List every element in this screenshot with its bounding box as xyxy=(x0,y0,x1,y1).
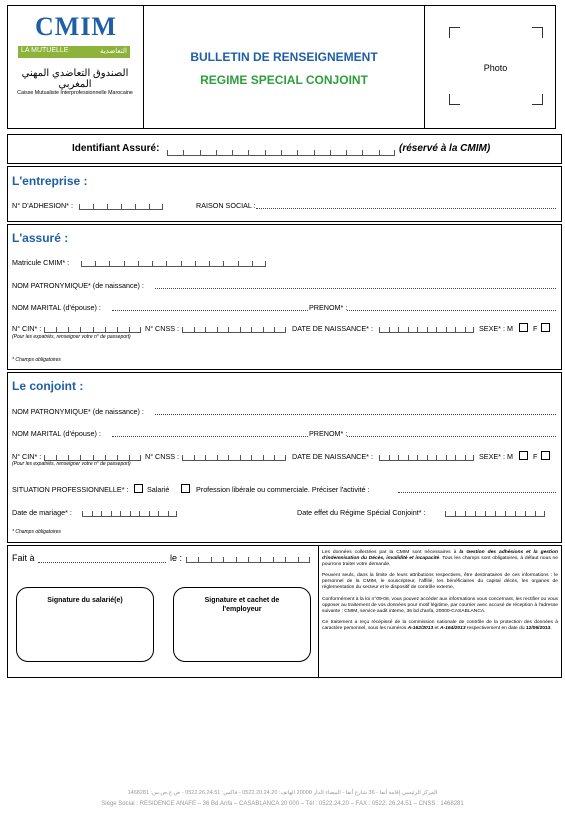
cell-tick xyxy=(80,327,81,332)
cell-tick xyxy=(465,511,466,516)
identifiant-note: (réservé à la CMIM) xyxy=(399,143,491,154)
assure-nom-patro-label: NOM PATRONYMIQUE* (de naissance) : xyxy=(12,281,144,290)
cell-tick xyxy=(194,455,195,460)
signature-salarie-box[interactable] xyxy=(16,587,154,662)
entreprise-title: L'entreprise : xyxy=(12,174,88,188)
assure-nom-marital-label: NOM MARITAL (d'épouse) : xyxy=(12,303,101,312)
assure-sexe-f-checkbox[interactable] xyxy=(541,323,550,332)
cell-tick xyxy=(183,150,184,155)
cell-tick xyxy=(236,557,237,562)
assure-cin-input[interactable] xyxy=(44,324,141,333)
cell-tick xyxy=(446,455,447,460)
cell-tick xyxy=(228,455,229,460)
assure-cnss-input[interactable] xyxy=(182,324,286,333)
conjoint-cnss-input[interactable] xyxy=(182,452,286,461)
org-name-arabic: الصندوق التعاضدي المهني المغربي xyxy=(21,68,129,90)
effet-input[interactable] xyxy=(445,508,545,517)
conjoint-cin-label: N° CIN* : xyxy=(12,452,42,461)
photo-corner-tl xyxy=(449,27,460,38)
logo-text: CMIM xyxy=(35,12,117,41)
cell-tick xyxy=(505,511,506,516)
cell-tick xyxy=(198,557,199,562)
cell-tick xyxy=(135,204,136,209)
cell-tick xyxy=(379,150,380,155)
assure-cin-note: (Pour les expatriés, renseigner votre n° de passeport) xyxy=(12,334,131,340)
cell-tick xyxy=(379,455,380,460)
cell-tick xyxy=(181,261,182,266)
logo-sub-ar: التعاضدية xyxy=(99,48,127,55)
legal-p2: Peuvent seuls, dans la limite de leurs attributions respectives, être destinataires de ces informations : le personnel de la CMIM, le souscripteur, l'affilié, les bénéficiaires du capital décès, les organes de réglementation du secteur et le dispositif de contrôle externe, xyxy=(322,573,558,591)
cell-tick xyxy=(408,455,409,460)
cell-tick xyxy=(211,557,212,562)
cell-tick xyxy=(217,327,218,332)
raison-label: RAISON SOCIAL : xyxy=(196,201,256,210)
cell-tick xyxy=(281,150,282,155)
cell-tick xyxy=(346,150,347,155)
salarie-checkbox[interactable] xyxy=(134,484,143,493)
cell-tick xyxy=(330,150,331,155)
fait-input[interactable] xyxy=(38,562,166,563)
cell-tick xyxy=(465,455,466,460)
conjoint-prenom-input[interactable] xyxy=(347,436,556,437)
cell-tick xyxy=(248,150,249,155)
liberale-label: Profession libérale ou commerciale. Préciser l'activité : xyxy=(196,485,370,494)
conjoint-nom-marital-input[interactable] xyxy=(112,436,308,437)
footer-arabic: المركز الرئيسي إقامة أنفا - 36 شارع أنفا - البيضاء الدار 20000 الهاتف: 0522.20.24.20 - فاكس: 0522.26.24.51 - ض.ج.ص.س: 1468281 xyxy=(127,790,438,796)
cell-tick xyxy=(485,511,486,516)
conjoint-nom-marital-label: NOM MARITAL (d'épouse) : xyxy=(12,429,101,438)
cell-tick xyxy=(240,327,241,332)
cell-tick xyxy=(535,511,536,516)
cell-tick xyxy=(455,455,456,460)
cell-tick xyxy=(455,511,456,516)
cell-tick xyxy=(544,511,545,516)
fait-label: Fait à xyxy=(12,553,35,563)
assure-title: L'assuré : xyxy=(12,231,69,245)
signature-salarie-label: Signature du salarié(e) xyxy=(47,597,123,604)
cell-tick xyxy=(248,557,249,562)
legal-notice xyxy=(322,550,558,637)
matricule-label: Matricule CMIM* : xyxy=(12,258,70,267)
cell-tick xyxy=(129,455,130,460)
cell-tick xyxy=(427,455,428,460)
cell-tick xyxy=(95,261,96,266)
assure-naissance-label: DATE DE NAISSANCE* : xyxy=(292,324,373,333)
cell-tick xyxy=(68,455,69,460)
cell-tick xyxy=(389,327,390,332)
le-label: le : xyxy=(170,553,183,563)
cell-tick xyxy=(274,455,275,460)
org-name-french: Caisse Mutualiste Interprofessionnelle Marocaine xyxy=(17,90,133,96)
legal-p1: Les données collectées par la CMIM sont nécessaires à la Gestion des adhésions et la gestion d'indemnisation du Décès, invalidité et incapacité. Tous les champs sont obligatoires, à défaut nous ne pourrons traiter votre demande. xyxy=(322,550,558,568)
conjoint-naissance-input[interactable] xyxy=(379,452,474,461)
cell-tick xyxy=(455,327,456,332)
cell-tick xyxy=(152,261,153,266)
cell-tick xyxy=(56,455,57,460)
cell-tick xyxy=(398,327,399,332)
cell-tick xyxy=(129,327,130,332)
cell-tick xyxy=(176,511,177,516)
assure-nom-patro-input[interactable] xyxy=(155,288,556,289)
cell-tick xyxy=(186,557,187,562)
cell-tick xyxy=(93,204,94,209)
identifiant-label: Identifiant Assuré: xyxy=(72,143,160,154)
activite-input[interactable] xyxy=(398,492,556,493)
cell-tick xyxy=(105,327,106,332)
cell-tick xyxy=(168,511,169,516)
situation-label: SITUATION PROFESSIONNELLE* : xyxy=(12,485,129,494)
cell-tick xyxy=(107,204,108,209)
conjoint-mandatory-note: * Champs obligatoires xyxy=(12,529,61,535)
cell-tick xyxy=(200,150,201,155)
assure-frame xyxy=(7,224,562,370)
assure-prenom-input[interactable] xyxy=(347,310,556,311)
cell-tick xyxy=(117,455,118,460)
conjoint-title: Le conjoint : xyxy=(12,379,84,393)
conjoint-nom-patro-input[interactable] xyxy=(155,414,556,415)
cell-tick xyxy=(182,455,183,460)
cell-tick xyxy=(44,455,45,460)
photo-corner-br xyxy=(532,94,543,105)
cell-tick xyxy=(265,150,266,155)
cell-tick xyxy=(398,455,399,460)
assure-nom-marital-input[interactable] xyxy=(112,310,308,311)
cell-tick xyxy=(92,511,93,516)
signature-divider xyxy=(318,545,319,678)
identifiant-input[interactable] xyxy=(167,145,395,156)
cell-tick xyxy=(149,204,150,209)
cell-tick xyxy=(139,511,140,516)
cell-tick xyxy=(223,557,224,562)
cell-tick xyxy=(195,261,196,266)
cell-tick xyxy=(298,557,299,562)
cell-tick xyxy=(238,261,239,266)
cell-tick xyxy=(379,327,380,332)
cell-tick xyxy=(149,511,150,516)
cell-tick xyxy=(265,261,266,266)
entreprise-frame xyxy=(7,166,562,222)
cell-tick xyxy=(362,150,363,155)
cell-tick xyxy=(101,511,102,516)
photo-corner-tr xyxy=(532,27,543,38)
cell-tick xyxy=(68,327,69,332)
cell-tick xyxy=(80,455,81,460)
salarie-label: Salarié xyxy=(147,485,170,494)
conjoint-nom-patro-label: NOM PATRONYMIQUE* (de naissance) : xyxy=(12,407,144,416)
conjoint-sexe-f-checkbox[interactable] xyxy=(541,451,550,460)
logo-sub-fr: LA MUTUELLE xyxy=(21,47,69,54)
cell-tick xyxy=(140,455,141,460)
cell-tick xyxy=(473,455,474,460)
cell-tick xyxy=(309,557,310,562)
cell-tick xyxy=(274,327,275,332)
cmim-logo xyxy=(15,12,133,62)
cell-tick xyxy=(209,261,210,266)
cell-tick xyxy=(273,557,274,562)
raison-input[interactable] xyxy=(256,208,556,209)
cell-tick xyxy=(515,511,516,516)
photo-label: Photo xyxy=(483,63,508,73)
cell-tick xyxy=(445,511,446,516)
cell-tick xyxy=(140,327,141,332)
assure-cin-label: N° CIN* : xyxy=(12,324,42,333)
cell-tick xyxy=(194,327,195,332)
cell-tick xyxy=(217,455,218,460)
header-divider-right xyxy=(424,5,425,129)
cell-tick xyxy=(216,150,217,155)
conjoint-prenom-label: PRENOM* : xyxy=(309,429,348,438)
cell-tick xyxy=(121,204,122,209)
cell-tick xyxy=(436,455,437,460)
cell-tick xyxy=(240,455,241,460)
liberale-checkbox[interactable] xyxy=(181,484,190,493)
cell-tick xyxy=(285,455,286,460)
cell-tick xyxy=(285,557,286,562)
cell-tick xyxy=(252,261,253,266)
cell-tick xyxy=(465,327,466,332)
assure-naissance-input[interactable] xyxy=(379,324,474,333)
cell-tick xyxy=(81,261,82,266)
cell-tick xyxy=(475,511,476,516)
conjoint-sexe-m-checkbox[interactable] xyxy=(519,451,528,460)
legal-p3: Conformément à la loi n°09-08, vous pouvez accéder aux informations vous concernant, les rectifier ou vous opposer au traitement de vos données pour motif légitime, par courrier avec accusé de réception à l'adresse suivante : CMIM, service audit interne, 36 bd d'anfa, 20000-CASABLANCA. xyxy=(322,596,558,614)
conjoint-naissance-label: DATE DE NAISSANCE* : xyxy=(292,452,373,461)
conjoint-sexe-label: SEXE* : M xyxy=(479,452,513,461)
cell-tick xyxy=(44,327,45,332)
conjoint-cin-note: (Pour les expatriés, renseigner votre n° de passeport) xyxy=(12,461,131,467)
cell-tick xyxy=(417,327,418,332)
cell-tick xyxy=(427,327,428,332)
cell-tick xyxy=(436,327,437,332)
cell-tick xyxy=(389,455,390,460)
form-title-line1: BULLETIN DE RENSEIGNEMENT xyxy=(190,50,378,64)
cell-tick xyxy=(408,327,409,332)
cell-tick xyxy=(120,511,121,516)
mariage-label: Date de mariage* : xyxy=(12,508,72,517)
cell-tick xyxy=(93,327,94,332)
effet-label: Date effet du Régime Spécial Conjoint* : xyxy=(297,508,426,517)
form-title-line2: REGIME SPECIAL CONJOINT xyxy=(200,73,368,87)
cell-tick xyxy=(228,327,229,332)
cell-tick xyxy=(525,511,526,516)
signature-employeur-label-2: l'employeur xyxy=(222,606,262,613)
cell-tick xyxy=(79,204,80,209)
cell-tick xyxy=(495,511,496,516)
assure-prenom-label: PRENOM* : xyxy=(309,303,348,312)
cell-tick xyxy=(260,557,261,562)
cell-tick xyxy=(130,511,131,516)
cell-tick xyxy=(162,204,163,209)
cell-tick xyxy=(285,327,286,332)
signature-employeur-label-1: Signature et cachet de xyxy=(204,597,280,604)
assure-mandatory-note: * Champs obligatoires xyxy=(12,357,61,363)
legal-p4: Ce traitement a reçu récépissé de la commission nationale de contrôle de la protection des données à caractère personnel, sous les numéros A-162/2013 et A-164/2013 respectivement en date du 12/06/2013. xyxy=(322,619,558,631)
cell-tick xyxy=(138,261,139,266)
cell-tick xyxy=(124,261,125,266)
cell-tick xyxy=(297,150,298,155)
photo-corner-bl xyxy=(449,94,460,105)
cell-tick xyxy=(394,150,395,155)
conjoint-cin-input[interactable] xyxy=(44,452,141,461)
cell-tick xyxy=(446,327,447,332)
cell-tick xyxy=(417,455,418,460)
cell-tick xyxy=(82,511,83,516)
date-signature-input[interactable] xyxy=(186,553,310,563)
assure-sexe-label: SEXE* : M xyxy=(479,324,513,333)
cell-tick xyxy=(205,327,206,332)
signature-employeur-box[interactable] xyxy=(173,587,311,662)
cell-tick xyxy=(232,150,233,155)
assure-sexe-f-label: F xyxy=(533,324,538,333)
adhesion-input[interactable] xyxy=(79,201,163,210)
matricule-input[interactable] xyxy=(81,258,266,267)
cell-tick xyxy=(111,511,112,516)
cell-tick xyxy=(263,327,264,332)
cell-tick xyxy=(109,261,110,266)
conjoint-sexe-f-label: F xyxy=(533,452,538,461)
cell-tick xyxy=(56,327,57,332)
footer-french: Siège Social : RESIDENCE ANAFE – 36 Bd.Anfa – CASABLANCA 20 000 – Tél : 0522.24.20 – FAX : 0522. 26.24.51 – CNSS : 1468281 xyxy=(101,801,464,807)
header-divider-left xyxy=(143,5,144,129)
cell-tick xyxy=(251,327,252,332)
cell-tick xyxy=(105,455,106,460)
cell-tick xyxy=(251,455,252,460)
cell-tick xyxy=(263,455,264,460)
cell-tick xyxy=(223,261,224,266)
cell-tick xyxy=(117,327,118,332)
cell-tick xyxy=(166,261,167,266)
assure-cnss-label: N° CNSS : xyxy=(145,324,180,333)
mariage-input[interactable] xyxy=(82,508,177,517)
adhesion-label: N° D'ADHESION* : xyxy=(12,201,73,210)
cell-tick xyxy=(314,150,315,155)
cell-tick xyxy=(182,327,183,332)
cell-tick xyxy=(473,327,474,332)
cell-tick xyxy=(158,511,159,516)
assure-sexe-m-checkbox[interactable] xyxy=(519,323,528,332)
cell-tick xyxy=(205,455,206,460)
conjoint-cnss-label: N° CNSS : xyxy=(145,452,180,461)
cell-tick xyxy=(167,150,168,155)
cell-tick xyxy=(93,455,94,460)
